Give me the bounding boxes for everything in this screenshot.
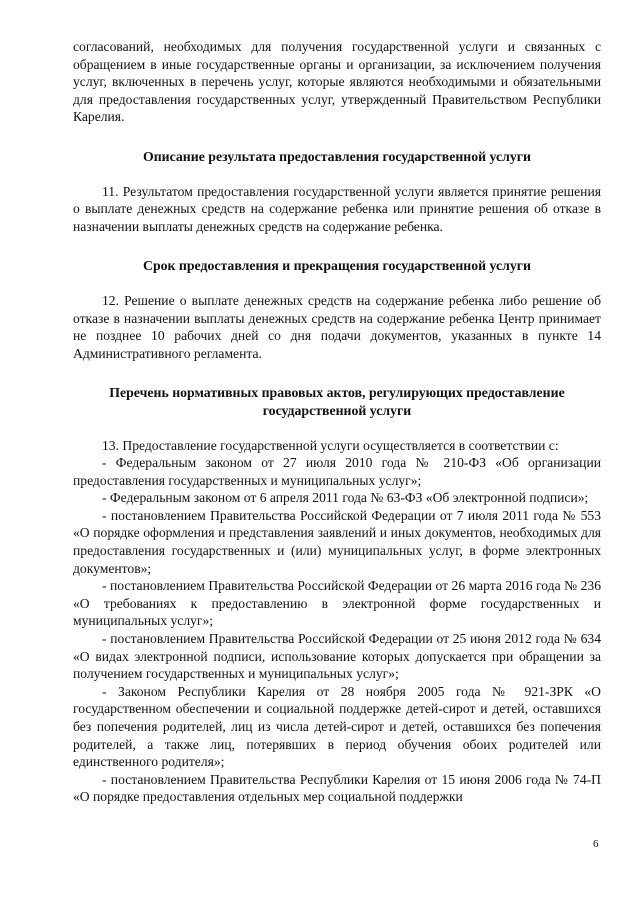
list-item: - постановлением Правительства Российской Федерации от 26 марта 2016 года № 236 «О требованиях к предоставлению в электронной форме государственных и муниципальных услуг»;	[73, 578, 601, 629]
paragraph-12: 12. Решение о выплате денежных средств на содержание ребенка либо решение об отказе в назначении выплаты денежных средств на содержание ребенка Центр принимает не позднее 10 рабочих дней со дня подачи документов, указанных в пункте 14 Административного регламента.	[73, 292, 601, 361]
document-page	[73, 38, 601, 806]
list-item: - постановлением Правительства Российской Федерации от 25 июня 2012 года № 634 «О видах электронной подписи, использование которых допускается при обращении за получением государственных и муниципальных услуг»;	[73, 631, 601, 682]
list-item: - Законом Республики Карелия от 28 ноября 2005 года № 921-ЗРК «О государственном обеспечении и социальной поддержке детей-сирот и детей, оставшихся без попечения родителей, лиц из числа детей-сирот и детей, оставшихся без попечения родителей, а также лиц, потерявших в период обучения обоих родителей или единственного родителя»;	[73, 683, 601, 770]
paragraph-13: 13. Предоставление государственной услуги осуществляется в соответствии с:	[102, 437, 559, 453]
section-heading-term: Срок предоставления и прекращения государственной услуги	[142, 258, 531, 274]
list-item: - Федеральным законом от 27 июля 2010 года № 210-ФЗ «Об организации предоставления государственных и муниципальных услуг»;	[73, 455, 601, 488]
list-item: - постановлением Правительства Российской Федерации от 7 июля 2011 года № 553 «О порядке оформления и представления заявлений и иных документов, необходимых для предоставления государственных и (или) муниципальных услуг, в форме электронных документов»;	[73, 507, 601, 576]
list-item: - постановлением Правительства Республики Карелия от 15 июня 2006 года № 74-П «О порядке предоставления отдельных мер социальной поддержки	[73, 771, 601, 805]
list-item: - Федеральным законом от 6 апреля 2011 года № 63-ФЗ «Об электронной подписи»;	[102, 490, 589, 506]
page-number: 6	[593, 838, 599, 850]
paragraph-11: 11. Результатом предоставления государственной услуги является принятие решения о выплате денежных средств на содержание ребенка или принятие решения об отказе в назначении выплаты денежных средств на содержание ребенка.	[73, 183, 601, 234]
section-heading-result: Описание результата предоставления государственной услуги	[142, 148, 531, 164]
intro-paragraph: согласований, необходимых для получения государственной услуги и связанных с обращением в иные государственные органы и организации, за исключением получения услуг, включенных в перечень услуг, которые являются необходимыми и обязательными для предоставления государственных услуг, утвержденный Правительством Республики Карелия.	[73, 39, 601, 125]
section-heading-legal-acts: Перечень нормативных правовых актов, регулирующих предоставление государственной услуги	[109, 385, 565, 418]
